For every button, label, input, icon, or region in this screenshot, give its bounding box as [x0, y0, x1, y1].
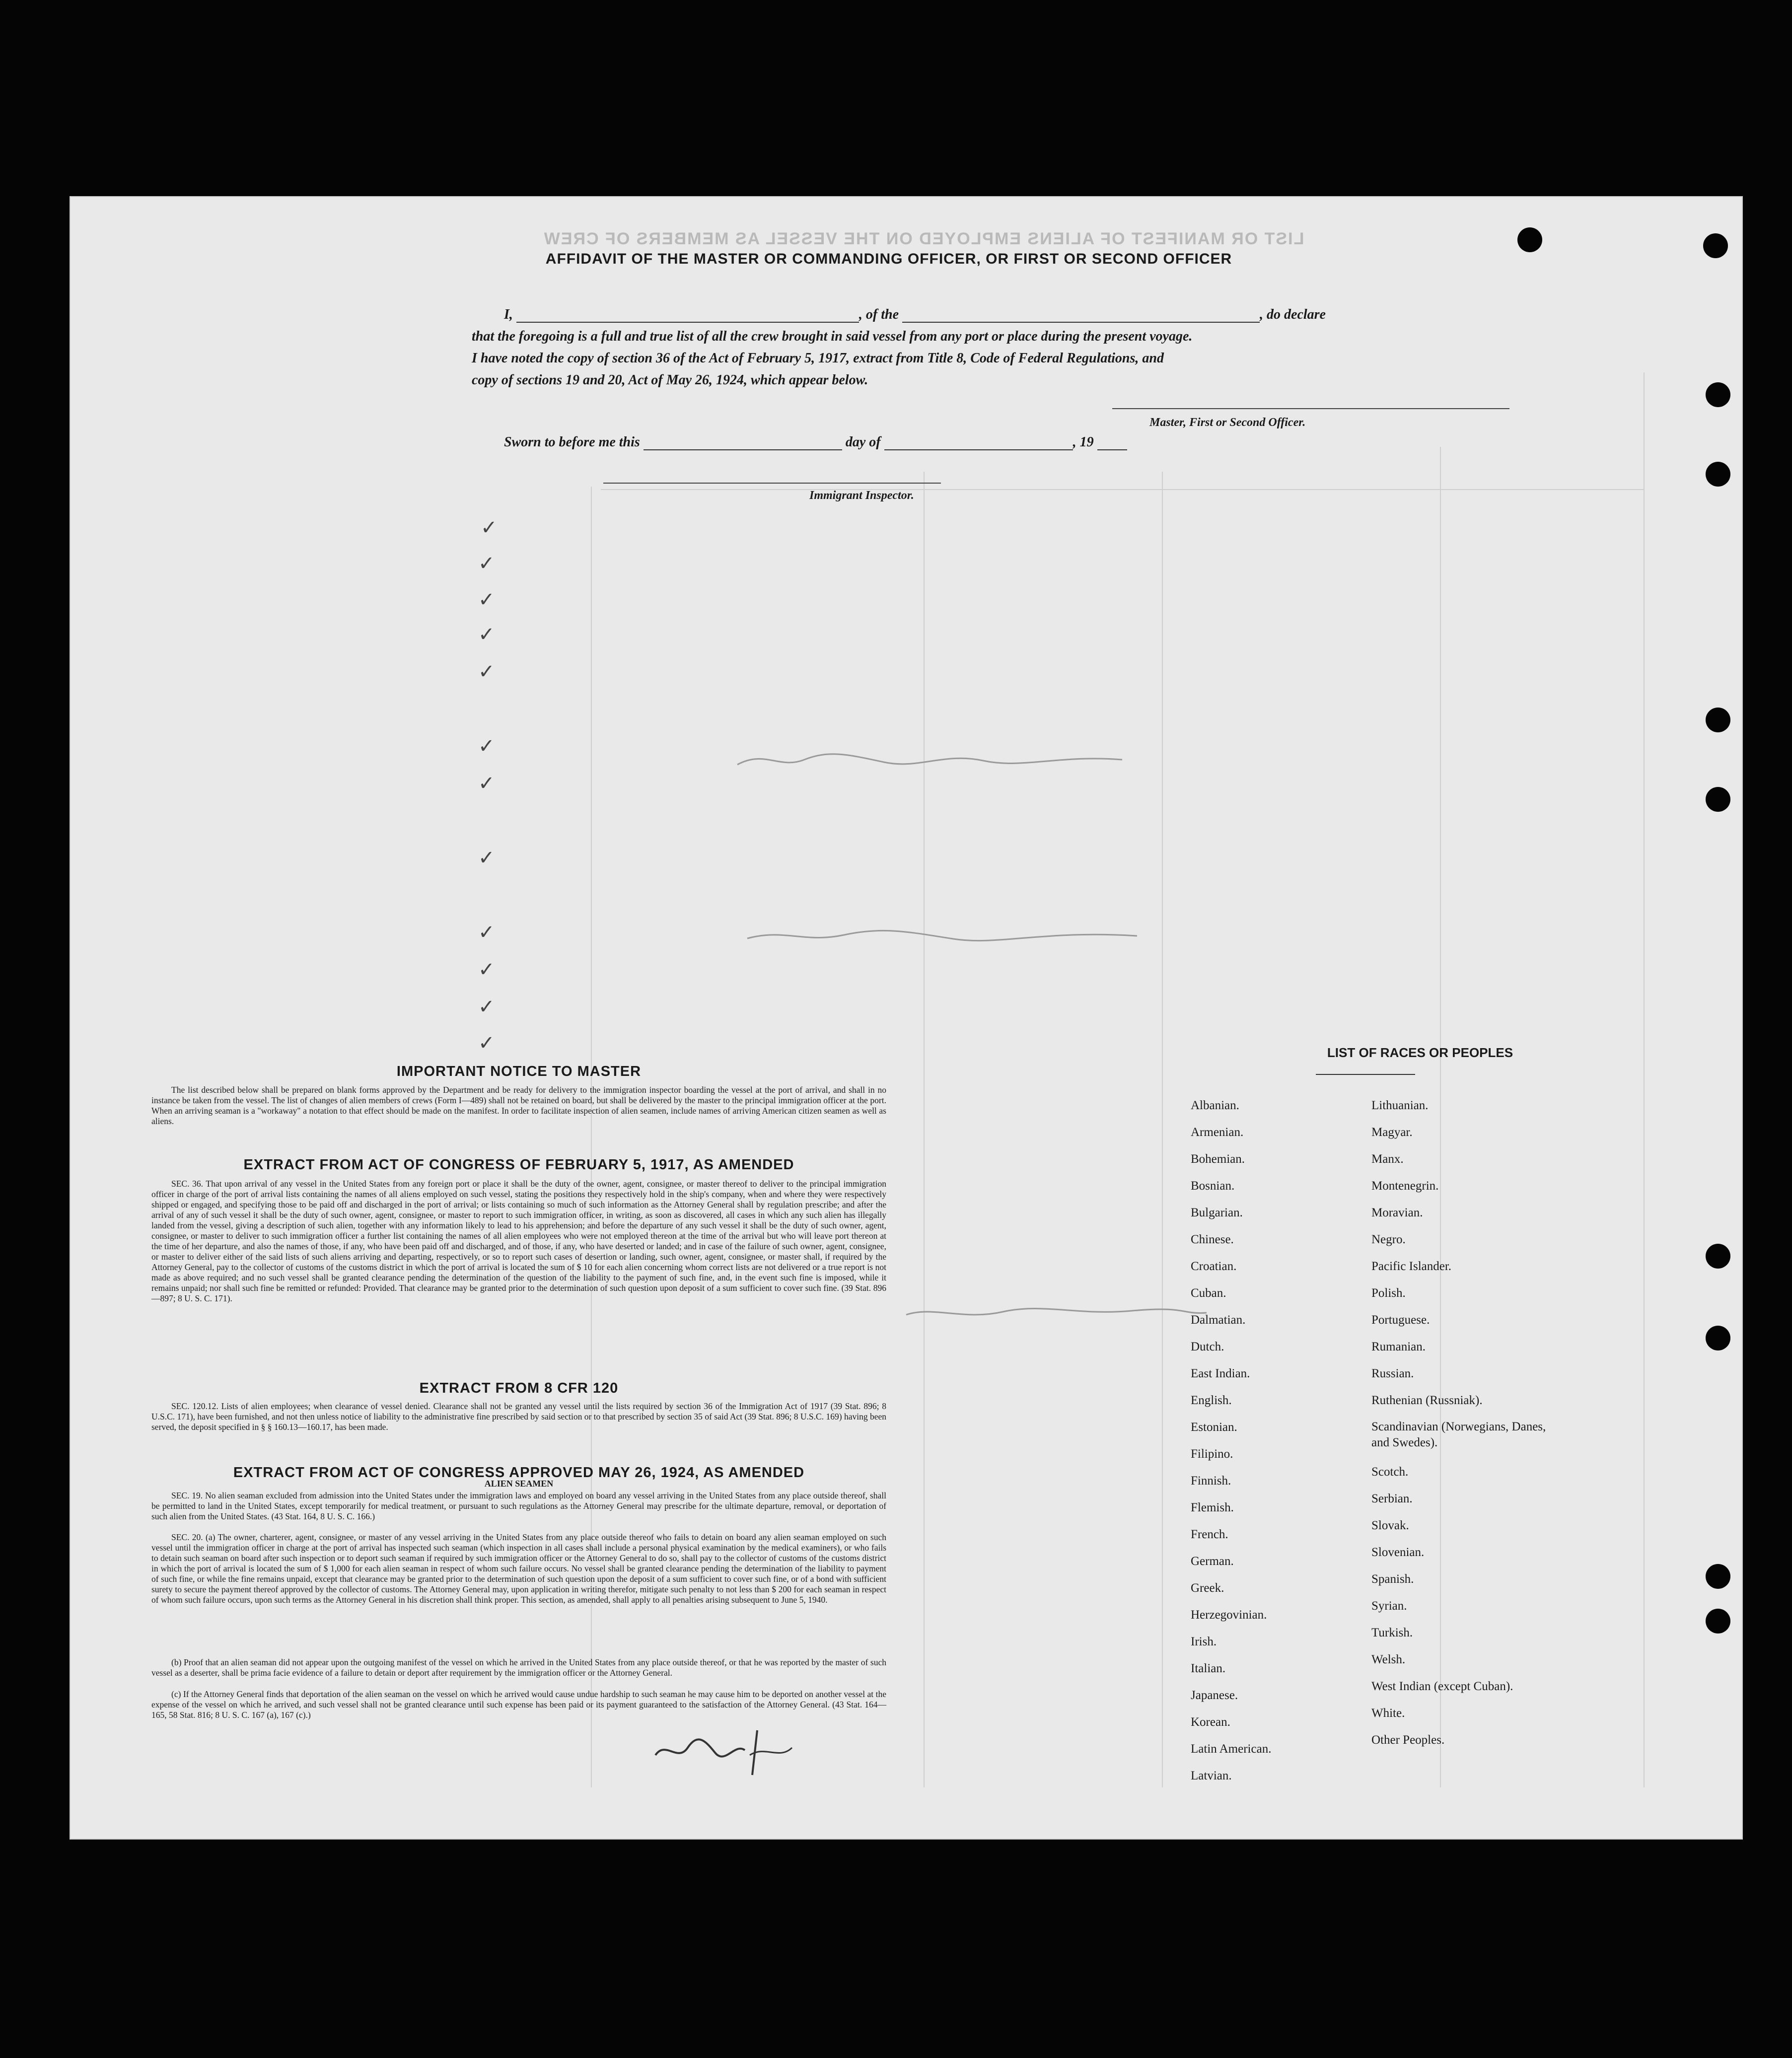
races-title: LIST OF RACES OR PEOPLES: [1327, 1045, 1513, 1060]
ghost-column-line: [1162, 472, 1163, 1787]
race-item: Irish.: [1191, 1635, 1217, 1648]
race-item: Croatian.: [1191, 1260, 1237, 1273]
race-item: Pacific Islander.: [1371, 1260, 1452, 1273]
vessel-name-field[interactable]: [902, 322, 1260, 323]
punch-hole: [1703, 233, 1728, 258]
race-item: Herzegovinian.: [1191, 1608, 1267, 1622]
race-item: Korean.: [1191, 1715, 1230, 1729]
extract-cfr-title: EXTRACT FROM 8 CFR 120: [419, 1380, 619, 1396]
race-item: Scotch.: [1371, 1465, 1409, 1479]
race-item: Ruthenian (Russniak).: [1371, 1394, 1483, 1407]
race-item: Welsh.: [1371, 1653, 1406, 1666]
affidavit-declare: , do declare: [1260, 307, 1326, 322]
master-label: Master, First or Second Officer.: [1149, 416, 1306, 429]
race-item: White.: [1371, 1706, 1405, 1720]
affidavit-line-3: I have noted the copy of section 36 of the Act of February 5, 1917, extract from Title 8, Code of Federal Regulations, and: [472, 351, 1164, 366]
race-item: Bulgarian.: [1191, 1206, 1243, 1219]
race-item: Serbian.: [1371, 1492, 1413, 1505]
punch-hole: [1706, 1564, 1730, 1589]
race-item: Montenegrin.: [1371, 1179, 1439, 1193]
race-item: Polish.: [1371, 1286, 1406, 1300]
race-item: Manx.: [1371, 1152, 1404, 1166]
race-item: Dutch.: [1191, 1340, 1224, 1353]
extract-1917-body: SEC. 36. That upon arrival of any vessel in the United States from any foreign port or place it shall be the duty of the owner, agent, consignee, or master thereof to deliver to the principal immigration officer in charge of the port of arrival lists containing the names of all aliens employed on such vessel, stating the positions they respectively hold in the ship's company, when and where they were respectively shipped or engaged, and specifying those to be paid off and discharged in the port of arrival; or lists containing so much of such information as the Attorney General shall by regulation prescribe; and after the arrival of any of such vessel it shall be the duty of such owner, agent, consignee, or master to report to such immigration officer, in writing, as soon as discovered, all cases in which any such alien has illegally landed from the vessel, giving a description of such alien, together with any information likely to lead to his apprehension; and before the departure of any such vessel it shall be the duty of such owner, agent, consignee, or master to deliver to such immigration officer a further list containing the names of all alien employees who were not employed thereon at the time of the arrival but who will leave port thereon at the time of her departure, and also the names of those, if any, who have been paid off and discharged, and of those, if any, who have deserted or landed; and in case of the failure of such owner, agent, consignee, or master to deliver either of the said lists of such aliens arriving and departing, respectively, or so to report such cases of desertion or landing, such owner, agent, consignee, or master shall, if required by the Attorney General, pay to the collector of customs of the customs district in which the port of arrival is located the sum of $ 10 for each alien concerning whom correct lists are not delivered or a true report is not made as above required; and no such vessel shall be granted clearance pending the determination of the question of the liability to the payment of such fine, and, in the event such fine is imposed, while it remains unpaid; nor shall such fine be remitted or refunded: Provided. That clearance may be granted prior to the determination of such question upon deposit of a sum sufficient to cover such fine. (39 Stat. 896—897; 8 U. S. C. 171).: [151, 1179, 886, 1303]
check-mark-icon: ✓: [478, 660, 495, 683]
extract-1924-sec20a: SEC. 20. (a) The owner, charterer, agent, consignee, or master of any vessel arriving in the United States from any place outside thereof who fails to detain on board any alien seaman employed on such vessel until the immigration officer in charge at the port of arrival has inspected such seaman (which inspection in all cases shall include a personal physical examination by the medical examiners), or who fails to detain such seaman on board after such inspection or to deport such seaman if required by such immigration officer or the Attorney General to do so, shall pay to the collector of customs of the customs district in which the port of arrival is located the sum of $ 1,000 for each alien seaman in respect of whom such failure occurs. No vessel shall be granted clearance pending the determination of the liability to payment of such fine, or while the fine remains unpaid, except that clearance may be granted prior to the determination of such question upon the deposit of a sum sufficient to cover such fine, or of a bond with sufficient surety to secure the payment thereof approved by the collector of customs. The Attorney General may, upon application in writing therefor, mitigate such penalty to not less than $ 200 for each seaman in respect of whom such failure occurs, upon such terms as the Attorney General in his discretion shall think proper. This section, as amended, shall apply to all penalties arising subsequent to June 5, 1940.: [151, 1532, 886, 1605]
race-item: Armenian.: [1191, 1126, 1244, 1139]
affidavit-line-1: [504, 307, 1368, 323]
affidavit-line-2: that the foregoing is a full and true list of all the crew brought in said vessel from any port or place during the present voyage.: [472, 329, 1193, 344]
race-item: Estonian.: [1191, 1420, 1237, 1434]
ghost-column-line: [924, 472, 925, 1787]
handwritten-signature: [650, 1720, 799, 1780]
races-divider: [1316, 1074, 1415, 1075]
race-item: Flemish.: [1191, 1501, 1234, 1514]
check-mark-icon: ✓: [478, 921, 495, 944]
check-mark-icon: ✓: [478, 847, 495, 869]
race-item: Magyar.: [1371, 1126, 1413, 1139]
affidavit-of-the: , of the: [859, 307, 899, 322]
ghost-column-line: [1644, 372, 1645, 1787]
check-mark-icon: ✓: [478, 552, 495, 575]
race-item: English.: [1191, 1394, 1232, 1407]
check-mark-icon: ✓: [478, 735, 495, 758]
notice-body: The list described below shall be prepared on blank forms approved by the Department and be ready for delivery to the immigration inspector boarding the vessel at the port of arrival, and shall in no instance be taken from the vessel. The list of changes of alien members of crews (Form I—489) shall not be retained on board, but shall be delivered by the master to the principal immigration officer at the port. When an arriving seaman is a "workaway" a notation to that effect should be made on the manifest. In order to facilitate inspection of alien seamen, include names of arriving American citizen seamen as well as aliens.: [151, 1085, 886, 1126]
extract-cfr-body: SEC. 120.12. Lists of alien employees; when clearance of vessel denied. Clearance shall not be granted any vessel until the lists required by section 36 of the Immigration Act of 1917 (39 Stat. 896; 8 U.S.C. 171), have been furnished, and not then unless notice of liability to the administrative fine prescribed by said section or to that prescribed by section 35 of said Act (39 Stat. 896; 8 U.S.C. 169) having been served, the deposit specified in § § 160.13—160.17, has been made.: [151, 1401, 886, 1432]
race-item: Russian.: [1371, 1367, 1414, 1380]
punch-hole: [1706, 1609, 1730, 1633]
master-signature-line[interactable]: [1112, 408, 1509, 409]
sworn-line: [504, 434, 1199, 450]
check-mark-icon: ✓: [478, 623, 495, 646]
race-item: Japanese.: [1191, 1689, 1238, 1702]
race-item: Rumanian.: [1371, 1340, 1426, 1353]
extract-1924-title: EXTRACT FROM ACT OF CONGRESS APPROVED MAY 26, 1924, AS AMENDED: [233, 1465, 805, 1481]
race-item: Spanish.: [1371, 1572, 1414, 1586]
race-item: Moravian.: [1371, 1206, 1423, 1219]
race-item: Greek.: [1191, 1581, 1224, 1595]
race-item: Bohemian.: [1191, 1152, 1245, 1166]
punch-hole: [1706, 462, 1730, 487]
race-item: Portuguese.: [1371, 1313, 1430, 1327]
extract-1917-title: EXTRACT FROM ACT OF CONGRESS OF FEBRUARY 5, 1917, AS AMENDED: [243, 1157, 794, 1173]
check-mark-icon: ✓: [478, 1032, 495, 1055]
race-item: Lithuanian.: [1371, 1099, 1429, 1112]
check-mark-icon: ✓: [481, 516, 498, 539]
check-mark-icon: ✓: [478, 772, 495, 795]
affidavit-line-4: copy of sections 19 and 20, Act of May 26, 1924, which appear below.: [472, 372, 868, 388]
race-item: Dalmatian.: [1191, 1313, 1246, 1327]
race-item: Turkish.: [1371, 1626, 1413, 1639]
inspector-signature-line[interactable]: [603, 483, 941, 484]
extract-1924-sec20c: (c) If the Attorney General finds that deportation of the alien seaman on the vessel on which he arrived would cause undue hardship to such seaman he may cause him to be deported on another vessel at the expense of the vessel on which he arrived, and such vessel shall not be granted clearance until such expense has been paid or its payment guaranteed to the satisfaction of the Attorney General. (43 Stat. 164—165, 58 Stat. 816; 8 U. S. C. 167 (a), 167 (c).): [151, 1689, 886, 1720]
race-item: West Indian (except Cuban).: [1371, 1680, 1513, 1693]
race-item: Syrian.: [1371, 1599, 1407, 1613]
punch-hole: [1706, 382, 1730, 407]
race-item: Albanian.: [1191, 1099, 1239, 1112]
handwriting-bleed: [904, 1301, 1212, 1326]
race-item: Finnish.: [1191, 1474, 1231, 1488]
race-item: Latvian.: [1191, 1769, 1232, 1782]
race-item: Negro.: [1371, 1233, 1406, 1246]
check-mark-icon: ✓: [478, 588, 495, 611]
sworn-day-of: day of: [845, 434, 881, 450]
notice-title: IMPORTANT NOTICE TO MASTER: [396, 1064, 642, 1079]
race-item: Italian.: [1191, 1662, 1226, 1675]
inspector-label: Immigrant Inspector.: [809, 489, 914, 502]
race-item: Latin American.: [1191, 1742, 1272, 1756]
check-mark-icon: ✓: [478, 958, 495, 981]
sworn-month-field[interactable]: [884, 449, 1073, 450]
race-item: Bosnian.: [1191, 1179, 1235, 1193]
race-item: Chinese.: [1191, 1233, 1234, 1246]
race-item: Other Peoples.: [1371, 1733, 1445, 1747]
sworn-year: , 19: [1073, 434, 1094, 450]
race-item: Slovenian.: [1371, 1546, 1425, 1559]
race-item: German.: [1191, 1555, 1234, 1568]
extract-1924-sec20b: (b) Proof that an alien seaman did not appear upon the outgoing manifest of the vessel on which he arrived in the United States from any place outside thereof, or that he was reported by the master of such vessel as a deserter, shall be prima facie evidence of a failure to detain or deport after requirement by the immigration officer or the Attorney General.: [151, 1657, 886, 1678]
punch-hole: [1706, 1244, 1730, 1269]
race-item: Filipino.: [1191, 1447, 1233, 1461]
sworn-year-field[interactable]: [1097, 449, 1127, 450]
sworn-text: Sworn to before me this: [504, 434, 640, 450]
race-item: Scandinavian (Norwegians, Danes, and Swedes).: [1371, 1420, 1546, 1449]
bleed-through-header: LIST OR MANIFEST OF ALIENS EMPLOYED ON THE VESSEL AS MEMBERS OF CREW: [543, 229, 1304, 248]
race-item: French.: [1191, 1528, 1228, 1541]
races-column-left: [1191, 1092, 1271, 1789]
ghost-row-line: [601, 489, 1644, 490]
handwriting-bleed: [735, 745, 1132, 775]
extract-1924-subtitle: ALIEN SEAMEN: [484, 1479, 554, 1489]
races-column-right: [1371, 1092, 1560, 1754]
race-item: Cuban.: [1191, 1286, 1226, 1300]
affidavit-i: I,: [504, 307, 513, 322]
affidavit-title: AFFIDAVIT OF THE MASTER OR COMMANDING OFFICER, OR FIRST OR SECOND OFFICER: [545, 251, 1232, 267]
punch-hole: [1706, 787, 1730, 812]
punch-hole: [1706, 708, 1730, 732]
sworn-day-field[interactable]: [644, 449, 842, 450]
handwriting-bleed: [745, 921, 1142, 951]
punch-hole: [1706, 1326, 1730, 1350]
extract-1924-sec19: SEC. 19. No alien seaman excluded from admission into the United States under the immigration laws and employed on board any vessel arriving in the United States from any place outside thereof, shall be permitted to land in the United States, except temporarily for medical treatment, or pursuant to such regulations as the Attorney General may prescribe for the ultimate departure, removal, or deportation of such alien from the United States. (43 Stat. 164, 8 U. S. C. 166.): [151, 1490, 886, 1521]
race-item: Slovak.: [1371, 1519, 1409, 1532]
race-item: East Indian.: [1191, 1367, 1250, 1380]
declarant-name-field[interactable]: [516, 322, 859, 323]
punch-hole: [1517, 227, 1542, 252]
check-mark-icon: ✓: [478, 995, 495, 1018]
